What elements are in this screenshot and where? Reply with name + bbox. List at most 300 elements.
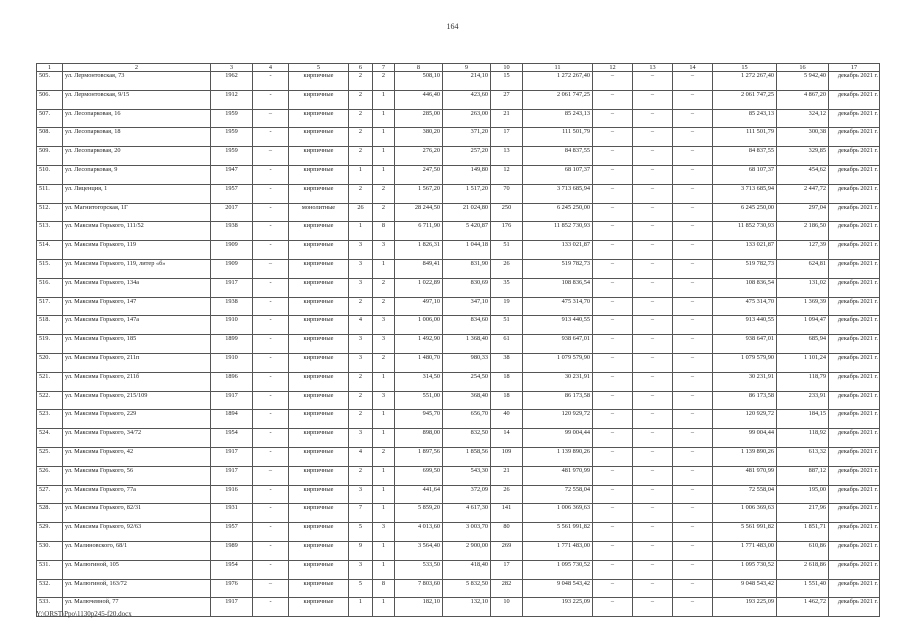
table-cell-col-2: ул. Максима Горького, 211п	[63, 353, 211, 372]
table-cell-col-5: кирпичные	[289, 128, 349, 147]
table-cell-col-16: 1 094,47	[777, 316, 829, 335]
table-cell-col-13: –	[633, 485, 673, 504]
table-cell-col-14: –	[673, 598, 713, 617]
table-cell-col-4: -	[253, 203, 289, 222]
table-cell-col-8: 1 492,90	[395, 335, 443, 354]
table-cell-col-3: 1938	[211, 222, 253, 241]
table-cell-col-8: 446,40	[395, 90, 443, 109]
table-cell-col-17: декабрь 2021 г.	[829, 278, 880, 297]
table-cell-col-14: –	[673, 241, 713, 260]
table-cell-col-6: 2	[349, 184, 373, 203]
table-cell-col-5: кирпичные	[289, 72, 349, 91]
table-cell-col-1: 512.	[37, 203, 63, 222]
table-cell-col-7: 1	[373, 541, 395, 560]
table-row	[37, 447, 880, 466]
table-cell-col-9: 149,80	[443, 165, 491, 184]
table-cell-col-14: –	[673, 128, 713, 147]
header-row	[37, 64, 880, 72]
table-cell-col-2: ул. Максима Горького, 42	[63, 447, 211, 466]
table-cell-col-12: –	[593, 372, 633, 391]
table-row	[37, 147, 880, 166]
table-cell-col-15: 72 558,04	[713, 485, 777, 504]
table-cell-col-15: 1 771 483,00	[713, 541, 777, 560]
column-header-5: 5	[289, 64, 349, 72]
table-cell-col-13: –	[633, 410, 673, 429]
table-cell-col-17: декабрь 2021 г.	[829, 222, 880, 241]
table-cell-col-2: ул. Максима Горького, 147а	[63, 316, 211, 335]
table-cell-col-11: 519 782,73	[523, 259, 593, 278]
table-cell-col-9: 5 832,50	[443, 579, 491, 598]
table-cell-col-5: кирпичные	[289, 579, 349, 598]
table-cell-col-5: кирпичные	[289, 523, 349, 542]
table-cell-col-2: ул. Максима Горького, 211б	[63, 372, 211, 391]
table-cell-col-3: 1916	[211, 485, 253, 504]
table-cell-col-2: ул. Максима Горького, 215/109	[63, 391, 211, 410]
table-cell-col-15: 86 173,58	[713, 391, 777, 410]
table-row	[37, 372, 880, 391]
table-cell-col-14: –	[673, 335, 713, 354]
table-cell-col-15: 913 440,55	[713, 316, 777, 335]
table-cell-col-10: 38	[491, 353, 523, 372]
table-cell-col-6: 2	[349, 128, 373, 147]
table-cell-col-8: 1 480,70	[395, 353, 443, 372]
table-cell-col-6: 3	[349, 335, 373, 354]
table-cell-col-13: –	[633, 541, 673, 560]
table-cell-col-6: 26	[349, 203, 373, 222]
table-cell-col-6: 2	[349, 147, 373, 166]
table-cell-col-6: 2	[349, 72, 373, 91]
table-cell-col-2: ул. Максима Горького, 92/63	[63, 523, 211, 542]
column-header-4: 4	[253, 64, 289, 72]
table-row	[37, 128, 880, 147]
table-cell-col-3: 1947	[211, 165, 253, 184]
table-cell-col-13: –	[633, 297, 673, 316]
table-cell-col-9: 543,30	[443, 466, 491, 485]
table-cell-col-4: -	[253, 429, 289, 448]
table-cell-col-7: 8	[373, 579, 395, 598]
table-cell-col-11: 5 561 991,82	[523, 523, 593, 542]
table-cell-col-13: –	[633, 222, 673, 241]
table-cell-col-3: 1894	[211, 410, 253, 429]
table-cell-col-11: 85 243,13	[523, 109, 593, 128]
table-cell-col-5: кирпичные	[289, 184, 349, 203]
table-cell-col-7: 3	[373, 335, 395, 354]
table-cell-col-15: 133 021,87	[713, 241, 777, 260]
table-cell-col-10: 269	[491, 541, 523, 560]
table-cell-col-6: 1	[349, 598, 373, 617]
table-cell-col-14: –	[673, 485, 713, 504]
table-cell-col-7: 1	[373, 560, 395, 579]
table-cell-col-10: 70	[491, 184, 523, 203]
table-cell-col-11: 481 970,99	[523, 466, 593, 485]
table-cell-col-7: 1	[373, 504, 395, 523]
table-cell-col-16: 1 551,40	[777, 579, 829, 598]
table-row	[37, 560, 880, 579]
table-cell-col-2: ул. Лесопарковая, 9	[63, 165, 211, 184]
table-cell-col-9: 830,69	[443, 278, 491, 297]
table-cell-col-6: 1	[349, 222, 373, 241]
table-cell-col-4: -	[253, 278, 289, 297]
table-cell-col-11: 30 231,91	[523, 372, 593, 391]
table-cell-col-7: 8	[373, 222, 395, 241]
table-cell-col-11: 9 048 543,42	[523, 579, 593, 598]
table-cell-col-3: 1917	[211, 278, 253, 297]
table-cell-col-6: 2	[349, 109, 373, 128]
table-cell-col-1: 531.	[37, 560, 63, 579]
table-cell-col-1: 511.	[37, 184, 63, 203]
table-cell-col-12: –	[593, 335, 633, 354]
table-cell-col-17: декабрь 2021 г.	[829, 372, 880, 391]
table-cell-col-13: –	[633, 523, 673, 542]
page-number: 164	[446, 22, 459, 31]
table-cell-col-2: ул. Малюгиной, 163/72	[63, 579, 211, 598]
table-cell-col-10: 51	[491, 241, 523, 260]
table-cell-col-9: 254,50	[443, 372, 491, 391]
table-cell-col-1: 506.	[37, 90, 63, 109]
table-row	[37, 541, 880, 560]
table-cell-col-4: -	[253, 165, 289, 184]
table-cell-col-9: 214,10	[443, 72, 491, 91]
table-cell-col-4: -	[253, 391, 289, 410]
table-cell-col-2: ул. Максима Горького, 82/31	[63, 504, 211, 523]
table-cell-col-15: 193 225,09	[713, 598, 777, 617]
table-cell-col-10: 13	[491, 147, 523, 166]
table-cell-col-9: 368,40	[443, 391, 491, 410]
table-row	[37, 598, 880, 617]
table-cell-col-4: -	[253, 504, 289, 523]
table-cell-col-10: 10	[491, 598, 523, 617]
table-cell-col-12: –	[593, 165, 633, 184]
table-cell-col-10: 21	[491, 109, 523, 128]
table-cell-col-6: 3	[349, 485, 373, 504]
table-cell-col-3: 1917	[211, 391, 253, 410]
table-cell-col-9: 832,50	[443, 429, 491, 448]
table-cell-col-6: 5	[349, 523, 373, 542]
table-cell-col-12: –	[593, 109, 633, 128]
table-cell-col-1: 519.	[37, 335, 63, 354]
table-cell-col-11: 86 173,58	[523, 391, 593, 410]
table-cell-col-3: 1959	[211, 109, 253, 128]
table-cell-col-15: 2 061 747,25	[713, 90, 777, 109]
table-cell-col-17: декабрь 2021 г.	[829, 165, 880, 184]
table-cell-col-6: 3	[349, 429, 373, 448]
table-cell-col-4: –	[253, 466, 289, 485]
table-cell-col-2: ул. Максима Горького, 34/72	[63, 429, 211, 448]
table-cell-col-4: -	[253, 353, 289, 372]
table-cell-col-10: 40	[491, 410, 523, 429]
table-cell-col-12: –	[593, 90, 633, 109]
table-cell-col-10: 26	[491, 259, 523, 278]
table-cell-col-14: –	[673, 90, 713, 109]
table-cell-col-6: 2	[349, 372, 373, 391]
table-cell-col-2: ул. Максима Горького, 111/52	[63, 222, 211, 241]
table-cell-col-13: –	[633, 259, 673, 278]
table-cell-col-7: 1	[373, 485, 395, 504]
table-cell-col-16: 127,39	[777, 241, 829, 260]
table-cell-col-7: 3	[373, 241, 395, 260]
table-cell-col-17: декабрь 2021 г.	[829, 598, 880, 617]
table-cell-col-2: ул. Максима Горького, 185	[63, 335, 211, 354]
table-cell-col-14: –	[673, 429, 713, 448]
table-cell-col-17: декабрь 2021 г.	[829, 391, 880, 410]
table-cell-col-10: 250	[491, 203, 523, 222]
table-row	[37, 241, 880, 260]
column-header-16: 16	[777, 64, 829, 72]
column-header-8: 8	[395, 64, 443, 72]
table-row	[37, 429, 880, 448]
table-row	[37, 297, 880, 316]
table-cell-col-10: 21	[491, 466, 523, 485]
table-cell-col-12: –	[593, 579, 633, 598]
table-cell-col-6: 2	[349, 297, 373, 316]
table-cell-col-13: –	[633, 165, 673, 184]
table-cell-col-13: –	[633, 447, 673, 466]
table-cell-col-1: 522.	[37, 391, 63, 410]
table-cell-col-10: 26	[491, 485, 523, 504]
table-cell-col-12: –	[593, 278, 633, 297]
table-cell-col-9: 3 003,70	[443, 523, 491, 542]
table-cell-col-15: 9 048 543,42	[713, 579, 777, 598]
table-cell-col-4: –	[253, 579, 289, 598]
table-cell-col-11: 111 501,79	[523, 128, 593, 147]
table-cell-col-8: 6 711,90	[395, 222, 443, 241]
table-cell-col-12: –	[593, 391, 633, 410]
table-cell-col-5: кирпичные	[289, 560, 349, 579]
table-cell-col-9: 347,10	[443, 297, 491, 316]
table-cell-col-17: декабрь 2021 г.	[829, 184, 880, 203]
table-cell-col-3: 1959	[211, 128, 253, 147]
table-cell-col-12: –	[593, 504, 633, 523]
table-cell-col-16: 300,38	[777, 128, 829, 147]
table-cell-col-3: 1976	[211, 579, 253, 598]
table-cell-col-11: 99 004,44	[523, 429, 593, 448]
table-cell-col-3: 1962	[211, 72, 253, 91]
table-cell-col-10: 19	[491, 297, 523, 316]
table-cell-col-16: 610,86	[777, 541, 829, 560]
table-cell-col-13: –	[633, 504, 673, 523]
table-cell-col-16: 131,02	[777, 278, 829, 297]
table-cell-col-9: 4 617,30	[443, 504, 491, 523]
column-header-17: 17	[829, 64, 880, 72]
table-cell-col-10: 18	[491, 372, 523, 391]
table-cell-col-7: 1	[373, 147, 395, 166]
table-cell-col-13: –	[633, 241, 673, 260]
table-cell-col-5: кирпичные	[289, 541, 349, 560]
table-cell-col-8: 898,00	[395, 429, 443, 448]
table-cell-col-9: 21 024,80	[443, 203, 491, 222]
table-cell-col-1: 524.	[37, 429, 63, 448]
table-cell-col-9: 1 368,40	[443, 335, 491, 354]
table-cell-col-1: 508.	[37, 128, 63, 147]
table-row	[37, 466, 880, 485]
table-cell-col-11: 1 139 890,26	[523, 447, 593, 466]
table-cell-col-3: 1899	[211, 335, 253, 354]
table-cell-col-9: 257,20	[443, 147, 491, 166]
table-cell-col-1: 505.	[37, 72, 63, 91]
table-cell-col-4: -	[253, 222, 289, 241]
table-cell-col-12: –	[593, 72, 633, 91]
table-cell-col-2: ул. Максима Горького, 134а	[63, 278, 211, 297]
table-cell-col-5: кирпичные	[289, 259, 349, 278]
table-cell-col-4: –	[253, 109, 289, 128]
table-cell-col-13: –	[633, 579, 673, 598]
table-cell-col-10: 176	[491, 222, 523, 241]
table-cell-col-13: –	[633, 72, 673, 91]
table-cell-col-8: 7 803,60	[395, 579, 443, 598]
table-cell-col-11: 133 021,87	[523, 241, 593, 260]
table-cell-col-4: -	[253, 485, 289, 504]
table-cell-col-15: 1 272 267,40	[713, 72, 777, 91]
table-row	[37, 353, 880, 372]
table-cell-col-9: 1 517,20	[443, 184, 491, 203]
table-row	[37, 523, 880, 542]
table-cell-col-8: 1 567,20	[395, 184, 443, 203]
table-cell-col-6: 3	[349, 278, 373, 297]
table-cell-col-2: ул. Максима Горького, 119, литер «б»	[63, 259, 211, 278]
table-cell-col-13: –	[633, 429, 673, 448]
table-cell-col-14: –	[673, 72, 713, 91]
table-cell-col-16: 184,15	[777, 410, 829, 429]
table-cell-col-5: кирпичные	[289, 598, 349, 617]
table-cell-col-8: 1 022,89	[395, 278, 443, 297]
table-cell-col-10: 14	[491, 429, 523, 448]
table-cell-col-5: кирпичные	[289, 391, 349, 410]
table-cell-col-3: 1910	[211, 316, 253, 335]
table-cell-col-17: декабрь 2021 г.	[829, 504, 880, 523]
table-cell-col-11: 120 929,72	[523, 410, 593, 429]
table-cell-col-11: 1 006 369,63	[523, 504, 593, 523]
table-cell-col-15: 519 782,73	[713, 259, 777, 278]
table-cell-col-2: ул. Лесопарковая, 20	[63, 147, 211, 166]
table-cell-col-17: декабрь 2021 г.	[829, 72, 880, 91]
table-cell-col-16: 297,04	[777, 203, 829, 222]
table-cell-col-13: –	[633, 316, 673, 335]
table-cell-col-13: –	[633, 353, 673, 372]
table-cell-col-13: –	[633, 147, 673, 166]
table-cell-col-11: 1 272 267,40	[523, 72, 593, 91]
table-cell-col-15: 5 561 991,82	[713, 523, 777, 542]
table-cell-col-8: 3 564,40	[395, 541, 443, 560]
table-cell-col-13: –	[633, 560, 673, 579]
table-cell-col-16: 2 618,86	[777, 560, 829, 579]
table-cell-col-11: 108 836,54	[523, 278, 593, 297]
table-cell-col-4: -	[253, 241, 289, 260]
table-cell-col-10: 17	[491, 128, 523, 147]
table-cell-col-17: декабрь 2021 г.	[829, 410, 880, 429]
table-cell-col-2: ул. Лесопарковая, 18	[63, 128, 211, 147]
table-row	[37, 203, 880, 222]
table-cell-col-3: 1909	[211, 259, 253, 278]
table-cell-col-17: декабрь 2021 г.	[829, 523, 880, 542]
table-cell-col-1: 514.	[37, 241, 63, 260]
column-header-14: 14	[673, 64, 713, 72]
table-cell-col-1: 533.	[37, 598, 63, 617]
table-cell-col-14: –	[673, 278, 713, 297]
table-cell-col-14: –	[673, 523, 713, 542]
table-cell-col-1: 527.	[37, 485, 63, 504]
table-row	[37, 410, 880, 429]
table-cell-col-3: 1989	[211, 541, 253, 560]
table-cell-col-8: 849,41	[395, 259, 443, 278]
table-cell-col-9: 656,70	[443, 410, 491, 429]
table-cell-col-4: –	[253, 259, 289, 278]
table-cell-col-8: 314,50	[395, 372, 443, 391]
column-header-15: 15	[713, 64, 777, 72]
table-cell-col-11: 475 314,70	[523, 297, 593, 316]
table-cell-col-11: 72 558,04	[523, 485, 593, 504]
table-cell-col-13: –	[633, 128, 673, 147]
table-row	[37, 278, 880, 297]
table-cell-col-5: кирпичные	[289, 222, 349, 241]
table-cell-col-9: 371,20	[443, 128, 491, 147]
table-cell-col-7: 2	[373, 353, 395, 372]
table-cell-col-5: кирпичные	[289, 447, 349, 466]
table-cell-col-5: кирпичные	[289, 147, 349, 166]
table-cell-col-8: 276,20	[395, 147, 443, 166]
table-cell-col-1: 526.	[37, 466, 63, 485]
column-header-9: 9	[443, 64, 491, 72]
table-cell-col-16: 454,62	[777, 165, 829, 184]
table-cell-col-4: -	[253, 560, 289, 579]
table-cell-col-3: 1931	[211, 504, 253, 523]
column-header-2: 2	[63, 64, 211, 72]
table-cell-col-5: кирпичные	[289, 278, 349, 297]
table-cell-col-9: 132,10	[443, 598, 491, 617]
table-cell-col-1: 515.	[37, 259, 63, 278]
table-cell-col-13: –	[633, 466, 673, 485]
table-cell-col-17: декабрь 2021 г.	[829, 353, 880, 372]
table-cell-col-17: декабрь 2021 г.	[829, 560, 880, 579]
table-cell-col-9: 831,90	[443, 259, 491, 278]
table-cell-col-12: –	[593, 316, 633, 335]
table-cell-col-10: 35	[491, 278, 523, 297]
table-cell-col-1: 513.	[37, 222, 63, 241]
table-cell-col-1: 525.	[37, 447, 63, 466]
table-cell-col-10: 80	[491, 523, 523, 542]
table-cell-col-16: 195,00	[777, 485, 829, 504]
housing-table	[36, 63, 880, 617]
table-cell-col-5: кирпичные	[289, 241, 349, 260]
table-cell-col-5: кирпичные	[289, 165, 349, 184]
table-cell-col-10: 141	[491, 504, 523, 523]
table-cell-col-6: 3	[349, 259, 373, 278]
table-cell-col-7: 2	[373, 447, 395, 466]
table-cell-col-2: ул. Лермонтовская, 9/15	[63, 90, 211, 109]
table-cell-col-5: кирпичные	[289, 335, 349, 354]
table-cell-col-8: 5 859,20	[395, 504, 443, 523]
table-row	[37, 72, 880, 91]
table-cell-col-3: 1957	[211, 523, 253, 542]
table-cell-col-5: кирпичные	[289, 372, 349, 391]
table-cell-col-10: 109	[491, 447, 523, 466]
table-cell-col-7: 2	[373, 203, 395, 222]
table-cell-col-3: 1917	[211, 447, 253, 466]
table-cell-col-6: 2	[349, 90, 373, 109]
table-cell-col-2: ул. Максима Горького, 229	[63, 410, 211, 429]
table-cell-col-15: 111 501,79	[713, 128, 777, 147]
table-cell-col-1: 517.	[37, 297, 63, 316]
table-row	[37, 335, 880, 354]
table-cell-col-16: 1 101,24	[777, 353, 829, 372]
table-cell-col-15: 1 139 890,26	[713, 447, 777, 466]
table-cell-col-15: 68 107,37	[713, 165, 777, 184]
table-cell-col-14: –	[673, 353, 713, 372]
table-cell-col-16: 329,85	[777, 147, 829, 166]
table-cell-col-2: ул. Магнитогорская, 1Г	[63, 203, 211, 222]
table-cell-col-15: 3 713 685,94	[713, 184, 777, 203]
table-cell-col-5: кирпичные	[289, 353, 349, 372]
table-cell-col-4: -	[253, 184, 289, 203]
